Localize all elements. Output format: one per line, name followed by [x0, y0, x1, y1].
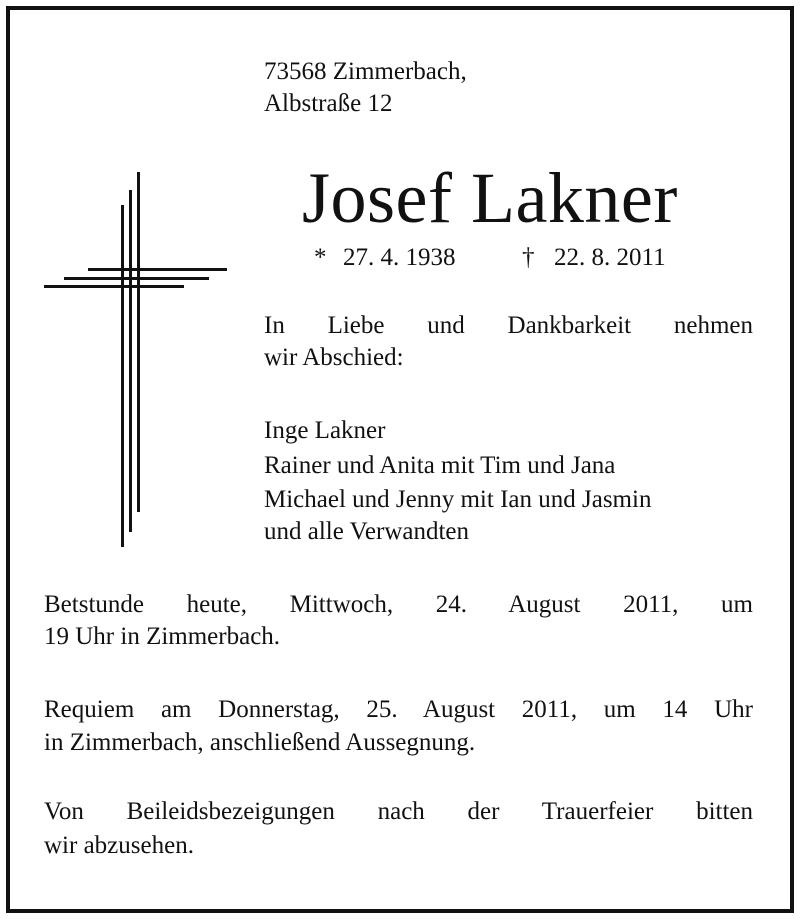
- mourner-1: Inge Lakner: [264, 417, 386, 444]
- deceased-name: Josef Lakner: [302, 158, 678, 238]
- farewell-line-1: In Liebe und Dankbarkeit nehmen: [264, 312, 753, 339]
- farewell-line-2: wir Abschied:: [264, 344, 404, 371]
- address-line-1: 73568 Zimmerbach,: [264, 58, 467, 85]
- requiem-line-2: in Zimmerbach, anschließend Aussegnung.: [44, 729, 476, 756]
- birth-date: 27. 4. 1938: [343, 244, 456, 271]
- address-line-2: Albstraße 12: [264, 90, 393, 117]
- mourner-2: Rainer und Anita mit Tim und Jana: [264, 452, 616, 479]
- prayer-line-1: Betstunde heute, Mittwoch, 24. August 2011, um: [44, 591, 753, 618]
- condolence-line-2: wir abzusehen.: [44, 832, 194, 859]
- death-date: 22. 8. 2011: [554, 244, 666, 271]
- death-symbol: †: [522, 244, 535, 271]
- birth-symbol: *: [314, 244, 327, 271]
- requiem-line-1: Requiem am Donnerstag, 25. August 2011, um 14 Uhr: [44, 696, 753, 723]
- mourner-4: und alle Verwandten: [264, 518, 470, 545]
- mourner-3: Michael und Jenny mit Ian und Jasmin: [264, 486, 652, 513]
- prayer-line-2: 19 Uhr in Zimmerbach.: [44, 623, 281, 650]
- condolence-line-1: Von Beileidsbezeigungen nach der Trauerfeier bitten: [44, 798, 753, 825]
